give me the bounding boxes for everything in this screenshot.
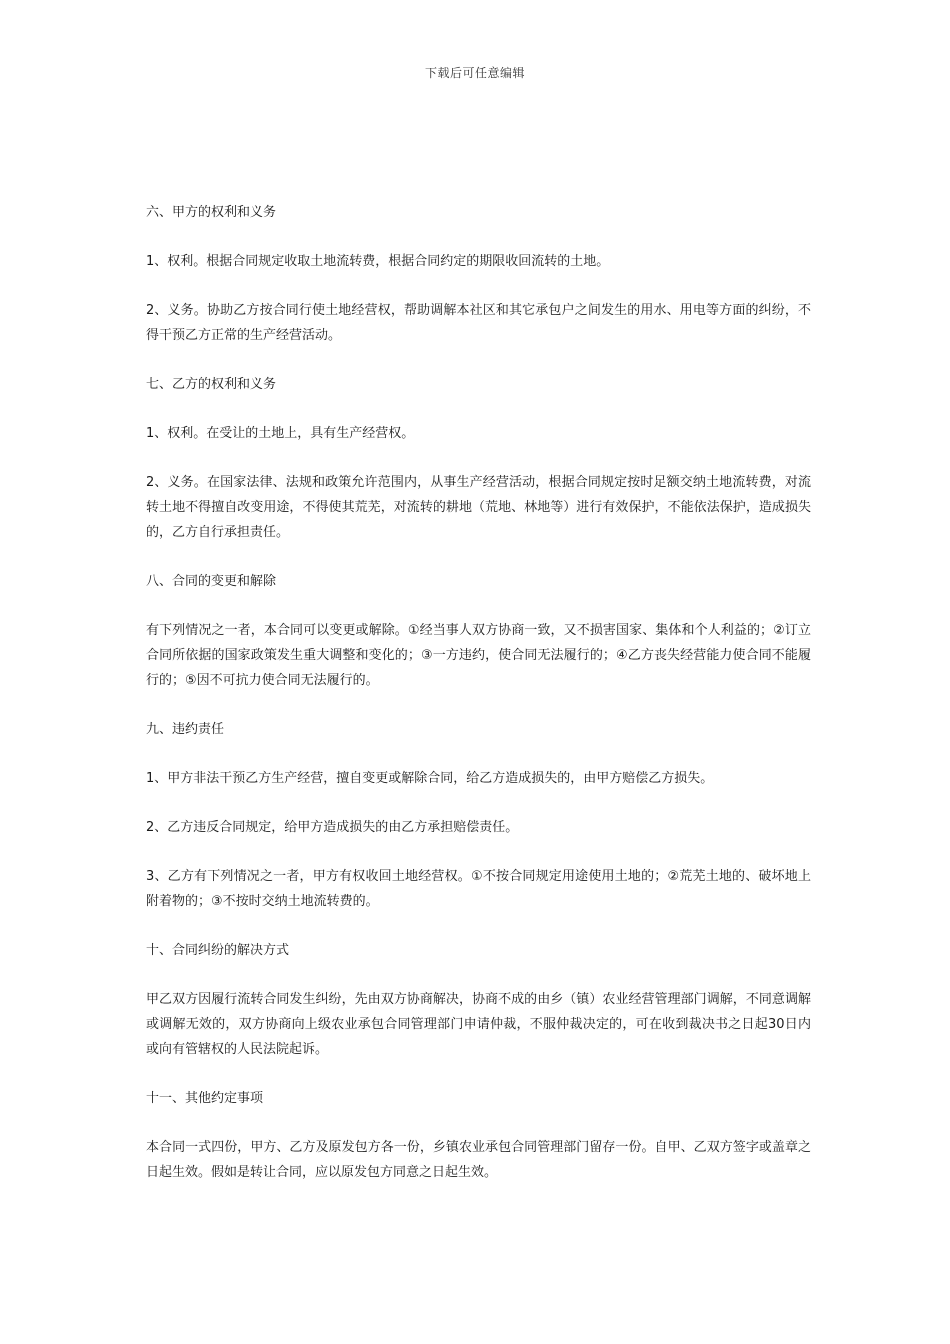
paragraph: 3、乙方有下列情况之一者，甲方有权收回土地经营权。①不按合同规定用途使用土地的；②荒芜土地的、破坏地上附着物的；③不按时交纳土地流转费的。 <box>146 869 811 909</box>
paragraph: 本合同一式四份，甲方、乙方及原发包方各一份，乡镇农业承包合同管理部门留存一份。自甲、乙双方签字或盖章之日起生效。假如是转让合同，应以原发包方同意之日起生效。 <box>146 1140 811 1180</box>
section-heading-11: 十一、其他约定事项 <box>146 1091 264 1106</box>
page-header: 下载后可任意编辑 <box>424 66 525 80</box>
section-heading-9: 九、违约责任 <box>146 722 225 737</box>
document-body <box>146 200 811 1209</box>
section-heading-6: 六、甲方的权利和义务 <box>146 205 277 220</box>
paragraph: 1、权利。在受让的土地上，具有生产经营权。 <box>146 426 415 441</box>
section-heading-7: 七、乙方的权利和义务 <box>146 377 277 392</box>
paragraph: 甲乙双方因履行流转合同发生纠纷，先由双方协商解决，协商不成的由乡（镇）农业经营管理部门调解，不同意调解或调解无效的，双方协商向上级农业承包合同管理部门申请仲裁，不服仲裁决定的，可在收到裁决书之日起30日内或向有管辖权的人民法院起诉。 <box>146 992 811 1057</box>
paragraph: 1、权利。根据合同规定收取土地流转费，根据合同约定的期限收回流转的土地。 <box>146 254 610 269</box>
paragraph: 有下列情况之一者，本合同可以变更或解除。①经当事人双方协商一致，又不损害国家、集体和个人利益的；②订立合同所依据的国家政策发生重大调整和变化的；③一方违约，使合同无法履行的；④乙方丧失经营能力使合同不能履行的；⑤因不可抗力使合同无法履行的。 <box>146 623 811 688</box>
section-heading-8: 八、合同的变更和解除 <box>146 574 277 589</box>
paragraph: 1、甲方非法干预乙方生产经营，擅自变更或解除合同，给乙方造成损失的，由甲方赔偿乙方损失。 <box>146 771 714 786</box>
paragraph: 2、乙方违反合同规定，给甲方造成损失的由乙方承担赔偿责任。 <box>146 820 519 835</box>
section-heading-10: 十、合同纠纷的解决方式 <box>146 943 290 958</box>
paragraph: 2、义务。协助乙方按合同行使土地经营权，帮助调解本社区和其它承包户之间发生的用水、用电等方面的纠纷，不得干预乙方正常的生产经营活动。 <box>146 303 811 343</box>
paragraph: 2、义务。在国家法律、法规和政策允许范围内，从事生产经营活动，根据合同规定按时足额交纳土地流转费，对流转土地不得擅自改变用途，不得使其荒芜，对流转的耕地（荒地、林地等）进行有效保护，不能依法保护，造成损失的，乙方自行承担责任。 <box>146 475 811 540</box>
